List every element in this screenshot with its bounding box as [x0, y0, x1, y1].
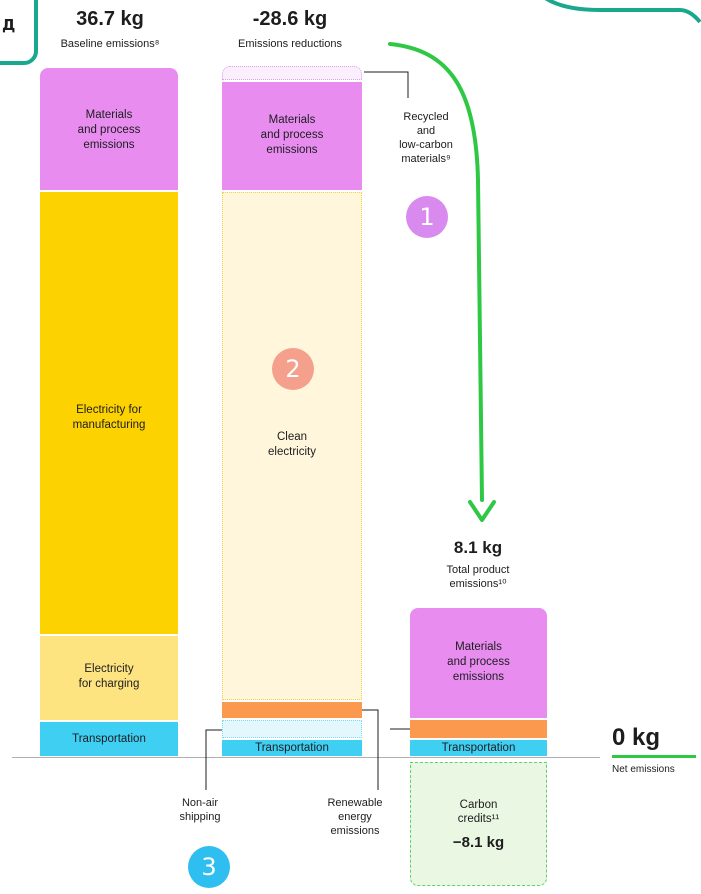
baseline-electricity-mfg-label: Electricity for manufacturing [72, 404, 146, 431]
total-label: Total product emissions¹⁰ [446, 564, 510, 590]
renewable-annotation: Renewable energy emissions [327, 797, 383, 837]
total-value: 8.1 kg [453, 538, 503, 557]
non-air-annotation: Non-air shipping [179, 797, 221, 823]
baseline-transportation-label: Transportation [72, 733, 146, 745]
baseline-materials-label: Materials and process emissions [77, 109, 141, 151]
baseline-value: 36.7 kg [76, 8, 144, 30]
clean-electricity-label: Clean electricity [268, 431, 316, 458]
net-label: Net emissions [612, 764, 675, 775]
baseline-electricity-charging-label: Electricity for charging [78, 663, 140, 690]
reduction-materials-label: Materials and process emissions [260, 114, 324, 156]
carbon-credits-label: Carbon credits¹¹ [457, 799, 500, 825]
carbon-credits-value: −8.1 kg [452, 834, 505, 851]
net-value: 0 kg [612, 724, 661, 751]
corner-glyph: Д [2, 16, 16, 34]
total-materials-label: Materials and process emissions [447, 641, 510, 683]
badge-2: 2 [272, 348, 314, 390]
reduction-transportation-label: Transportation [255, 742, 329, 754]
total-transportation-label: Transportation [441, 742, 516, 754]
reductions-label: Emissions reductions [238, 38, 342, 50]
badge-1: 1 [406, 196, 448, 238]
baseline-label: Baseline emissions⁸ [60, 38, 160, 50]
reductions-value: -28.6 kg [252, 8, 328, 30]
recycled-annotation: Recycled and low-carbon materials⁹ [399, 111, 453, 165]
badge-3: 3 [188, 846, 230, 888]
